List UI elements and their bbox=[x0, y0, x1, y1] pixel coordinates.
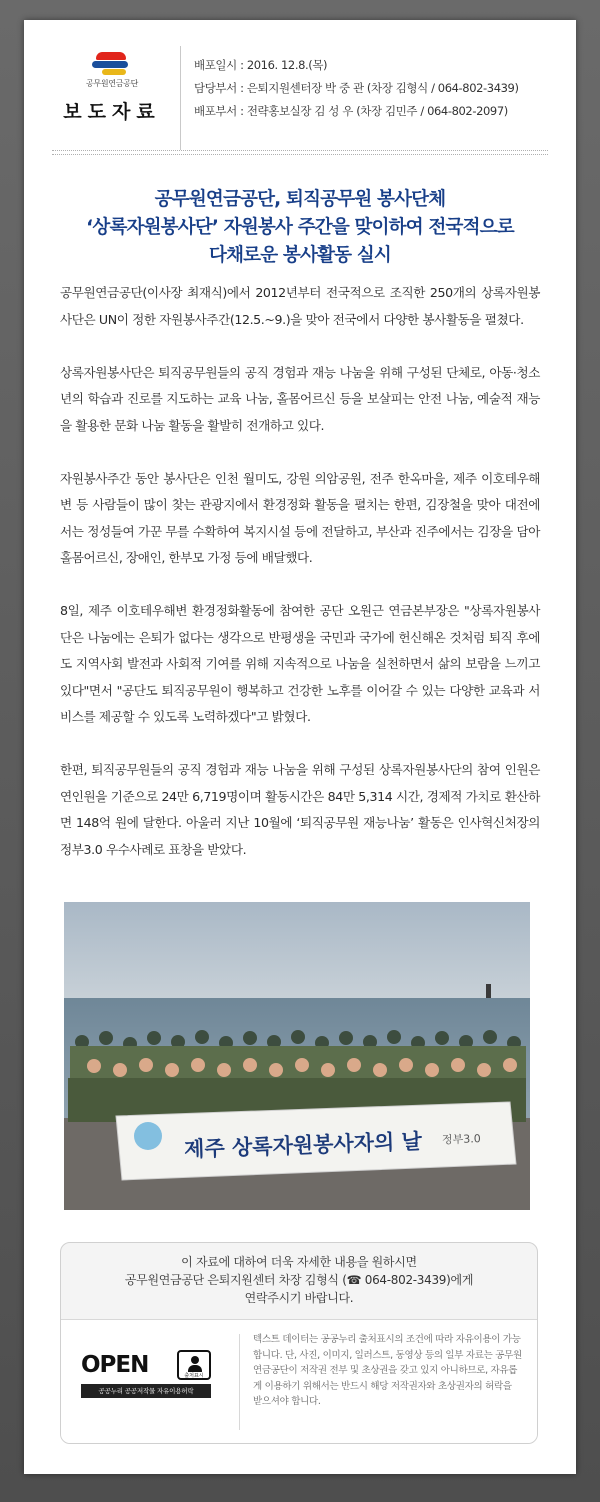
headline-line-2: ‘상록자원봉사단’ 자원봉사 주간을 맞이하여 전국적으로 bbox=[86, 217, 514, 238]
release-meta bbox=[194, 54, 519, 123]
volunteer-group-photo bbox=[64, 902, 530, 1210]
photo-banner-text: 제주 상록자원봉사자의 날 bbox=[183, 1129, 423, 1162]
contact-line-2: 공무원연금공단 은퇴지원센터 차장 김형식 (☎ 064-802-3439)에게 bbox=[124, 1273, 474, 1287]
photo-illustration bbox=[64, 902, 530, 1210]
header-logo-block bbox=[52, 50, 172, 124]
open-label: OPEN bbox=[81, 1352, 149, 1378]
license-text: 텍스트 데이터는 공공누리 출처표시의 조건에 따라 자유이용이 가능합니다. 단, 사진, 이미지, 일러스트, 동영상 등의 일부 자료는 공무원연금공단이 저작권 전부 및 초상권을 갖고 있지 아니하므로, 자유롭게 이용하기 위해서는 반드시 해당 저작권자와 초상권자의 허락을 받으셔야 합니다. bbox=[253, 1334, 522, 1407]
kogl-open-logo bbox=[81, 1350, 217, 1408]
organization-name: 공무원연금공단 bbox=[86, 79, 138, 88]
responsible-department: 담당부서 : 은퇴지원센터장 박 중 관 (차장 김형식 / 064-802-3439) bbox=[194, 81, 519, 95]
paragraph-3: 자원봉사주간 동안 봉사단은 인천 월미도, 강원 의암공원, 전주 한옥마을, 제주 이호테우해변 등 사람들이 많이 찾는 관광지에서 환경정화 활동을 펼치는 한편, 김장철을 맞아 대전에서는 정성들여 가꾼 무를 수확하여 복지시설 등에 전달하고, 부산과 진주에서는 김장을 담아 홀몸어르신, 장애인, 한부모 가정 등에 배달했다. bbox=[60, 470, 540, 565]
header-rule-bottom bbox=[52, 154, 548, 155]
header-rule-top bbox=[52, 150, 548, 151]
header-divider bbox=[180, 46, 181, 150]
attribution-badge-label: 출처표시 bbox=[184, 1373, 204, 1379]
paragraph-4: 8일, 제주 이호테우해변 환경정화활동에 참여한 공단 오원근 연금본부장은 "상록자원봉사단은 나눔에는 은퇴가 없다는 생각으로 반평생을 국민과 국가에 헌신해온 것처럼 퇴직 후에도 지역사회 발전과 사회적 기여를 위해 지속적으로 나눔을 실천하면서 삶의 보람을 느끼고 있다"면서 "공단도 퇴직공무원이 행복하고 건강한 노후를 이어갈 수 있는 다양한 교육과 서비스를 제공할 수 있도록 노력하겠다"고 밝혔다. bbox=[60, 603, 540, 724]
paragraph-1: 공무원연금공단(이사장 최재식)에서 2012년부터 전국적으로 조직한 250개의 상록자원봉사단은 UN이 정한 자원봉사주간(12.5.~9.)을 맞아 전국에서 다양한 봉사활동을 펼쳤다. bbox=[60, 285, 540, 327]
license-divider bbox=[239, 1334, 240, 1430]
license-section bbox=[61, 1319, 537, 1444]
paragraph-2: 상록자원봉사단은 퇴직공무원들의 공직 경험과 재능 나눔을 위해 구성된 단체로, 아동·청소년의 학습과 진로를 지도하는 교육 나눔, 홀몸어르신 등을 보살피는 안전 나눔, 예술적 재능을 활용한 문화 나눔 활동을 활발히 전개하고 있다. bbox=[60, 364, 540, 433]
organization-logo-icon bbox=[92, 50, 132, 76]
contact-line-3: 연락주시기 바랍니다. bbox=[244, 1291, 354, 1305]
contact-box bbox=[60, 1242, 538, 1444]
contact-info bbox=[61, 1243, 537, 1319]
press-release-document bbox=[24, 20, 576, 1474]
contact-line-1: 이 자료에 대하여 더욱 자세한 내용을 원하시면 bbox=[181, 1255, 417, 1269]
headline bbox=[60, 186, 540, 270]
headline-line-1: 공무원연금공단, 퇴직공무원 봉사단체 bbox=[154, 189, 446, 210]
headline-line-3: 다채로운 봉사활동 실시 bbox=[209, 245, 391, 266]
distribution-department: 배포부서 : 전략홍보실장 김 성 우 (차장 김민주 / 064-802-2097) bbox=[194, 104, 508, 118]
photo-banner-right-text: 정부3.0 bbox=[441, 1132, 481, 1147]
release-date: 배포일시 : 2016. 12.8.(목) bbox=[194, 58, 328, 72]
article-body bbox=[60, 280, 540, 890]
press-release-title: 보도자료 bbox=[63, 101, 161, 123]
kogl-bar: 공공누리 공공저작물 자유이용허락 bbox=[81, 1384, 211, 1398]
paragraph-5: 한편, 퇴직공무원들의 공직 경험과 재능 나눔을 위해 구성된 상록자원봉사단의 참여 인원은 연인원을 기준으로 24만 6,719명이며 활동시간은 84만 5,314 시간, 경제적 가치로 환산하면 148억 원에 달한다. 아울러 지난 10월에 ‘퇴직공무원 재능나눔’ 활동은 인사혁신처장의 정부3.0 우수사례로 표창을 받았다. bbox=[60, 762, 540, 857]
attribution-badge-icon bbox=[177, 1350, 211, 1380]
